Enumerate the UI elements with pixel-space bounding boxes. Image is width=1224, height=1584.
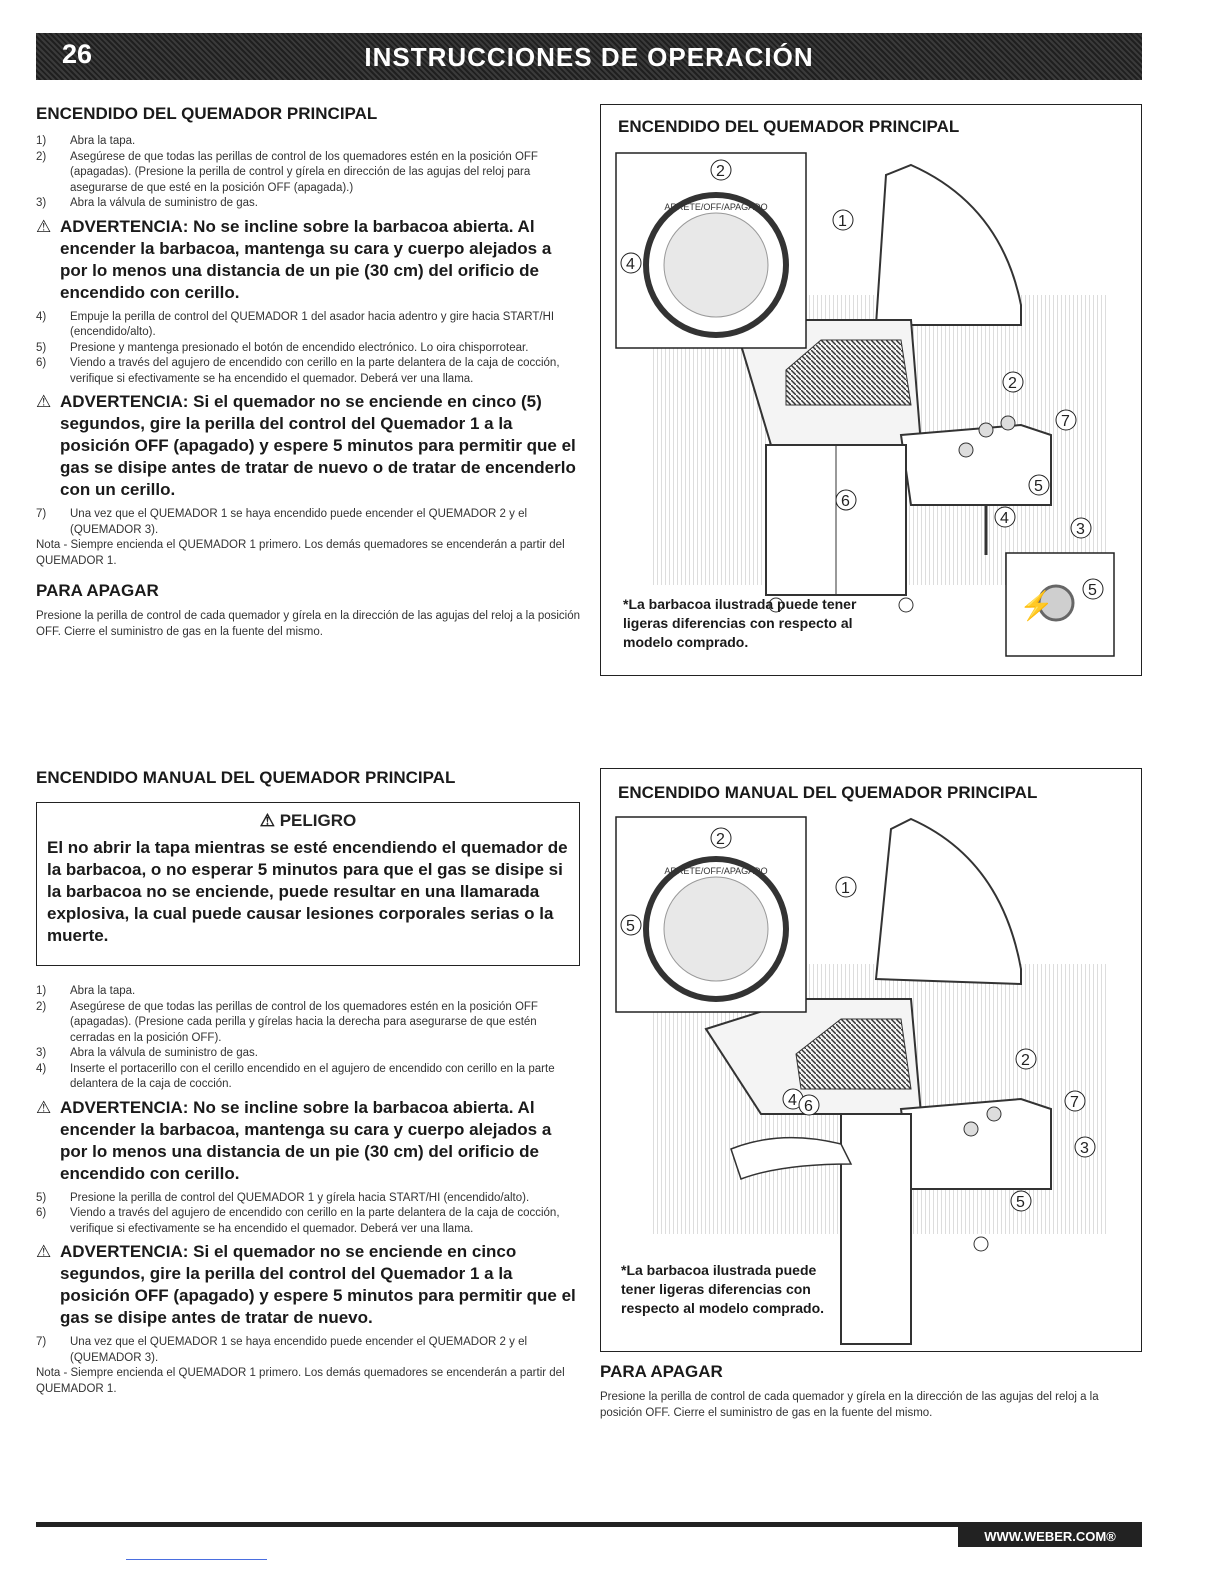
step-text: Asegúrese de que todas las perillas de control de los quemadores estén en la posición OFF (apagadas). (Presione cada perilla y gírelas hacia la derecha para asegurarse de que estén cerradas en la posición OFF). [70,1000,538,1044]
callout: 4 [1000,510,1009,527]
steps-list [36,1191,581,1238]
step-item [36,310,581,341]
page-title: INSTRUCCIONES DE OPERACIÓN [364,42,814,72]
callout: 4 [788,1092,797,1109]
step-item [36,1000,581,1047]
figure-caption: *La barbacoa ilustrada puede tener ligeras diferencias con respecto al modelo comprado. [621,1262,825,1316]
callout: 2 [716,163,725,180]
callout: 2 [716,831,725,848]
step-text: Empuje la perilla de control del QUEMADOR 1 del asador hacia adentro y gire hacia START/HI (encendido/alto). [70,310,555,338]
burner-knob [987,1107,1001,1121]
callout: 3 [1076,521,1085,538]
burner-knob [1001,416,1015,430]
step-number: 3) [36,1047,47,1059]
burner-knob [964,1122,978,1136]
step-number: 3) [36,197,47,209]
callout: 7 [1070,1094,1079,1111]
step-number: 6) [36,357,47,369]
off-heading: PARA APAGAR [36,581,159,600]
section-manual-lighting [36,768,581,788]
wheel [899,598,913,612]
dial-face [664,877,768,981]
step-text: Una vez que el QUEMADOR 1 se haya encendido puede encender el QUEMADOR 2 y el (QUEMADOR 3). [70,1336,528,1364]
section-manual-steps [36,984,581,1397]
steps-list [36,134,581,212]
step-number: 2) [36,1000,47,1013]
step-number: 7) [36,508,47,520]
steps-list [36,507,581,538]
steps-list [36,984,581,1093]
warning-icon: ⚠ [36,1097,52,1117]
step-number: 4) [36,310,47,323]
off-text: Presione la perilla de control de cada quemador y gírela en la dirección de las agujas del reloj a la posición OFF. Cierre el suministro de gas en la fuente del mismo. [600,1391,1099,1419]
figure-manual-lighting [600,768,1142,1352]
step-text: Viendo a través del agujero de encendido con cerillo en la parte delantera de la caja de cocción, verifique si efectivamente se ha encendido el quemador. Deberá ver una llama. [70,357,560,385]
figure-lighting [600,104,1142,676]
step-text: Abra la tapa. [70,985,136,997]
figure-title: ENCENDIDO MANUAL DEL QUEMADOR PRINCIPAL [618,783,1038,802]
bottom-divider [126,1559,267,1560]
danger-box [36,802,580,966]
step-item [36,150,581,197]
grill-cabinet-door [841,1114,911,1344]
control-panel [901,425,1051,505]
off-text: Presione la perilla de control de cada quemador y gírela en la dirección de las agujas del reloj a la posición OFF. Cierre el suministro de gas en la fuente del mismo. [36,610,581,638]
callout: 1 [841,880,850,897]
section-lighting [36,104,581,640]
step-number: 5) [36,341,47,354]
step-text: Abra la válvula de suministro de gas. [70,1047,258,1059]
step-item [36,984,581,1000]
step-item [36,1191,581,1207]
warning-icon: ⚠ [36,1242,52,1261]
step-text: Asegúrese de que todas las perillas de control de los quemadores estén en la posición OFF (apagadas). (Presione la perilla de control y gírela en dirección de las agujas del reloj para asegurarse de que esté en la posición OFF (apagada).) [70,150,538,194]
callout: 5 [1088,582,1097,599]
step-item [36,356,581,387]
step-number: 6) [36,1207,47,1219]
wheel [974,1237,988,1251]
callout: 3 [1080,1140,1089,1157]
step-number: 1) [36,135,47,147]
danger-title: ⚠ PELIGRO [259,811,357,830]
lightning-icon: ⚡ [1019,590,1054,621]
warning-text: ⚠ ADVERTENCIA: No se incline sobre la barbacoa abierta. Al encender la barbacoa, mantenga su cara y cuerpo alejados a por lo menos una distancia de un pie (30 cm) del orificio de encendido con cerillo. [36,216,552,302]
note-text: Nota - Siempre encienda el QUEMADOR 1 primero. Los demás quemadores se encenderán a partir del QUEMADOR 1. [36,539,565,567]
callout: 5 [1034,478,1043,495]
dial-label: ARRETE/OFF/APAGADO [664,202,768,212]
step-text: Viendo a través del agujero de encendido con cerillo en la parte delantera de la caja de cocción, verifique si efectivamente se ha encendido el quemador. Deberá ver una llama. [70,1207,560,1235]
step-text: Abra la válvula de suministro de gas. [70,197,258,209]
warning-icon: ⚠ [36,216,52,236]
callout: 5 [1016,1194,1025,1211]
grill-lid [876,819,1021,984]
grill-lid [876,165,1021,325]
step-number: 2) [36,150,47,163]
callout: 2 [1021,1052,1030,1069]
callout: 6 [804,1098,813,1115]
note-text: Nota - Siempre encienda el QUEMADOR 1 primero. Los demás quemadores se encenderán a partir del QUEMADOR 1. [36,1367,565,1395]
step-item [36,341,581,357]
control-panel [901,1099,1051,1189]
step-number: 1) [36,985,47,997]
step-text: Una vez que el QUEMADOR 1 se haya encendido puede encender el QUEMADOR 2 y el (QUEMADOR 3). [70,508,528,536]
callout: 2 [1008,375,1017,392]
step-number: 5) [36,1191,47,1204]
step-text: Presione la perilla de control del QUEMADOR 1 y gírela hacia START/HI (encendido/alto). [70,1191,530,1204]
warning-icon: ⚠ [259,811,280,830]
burner-knob [979,423,993,437]
step-number: 7) [36,1336,47,1348]
callout: 6 [841,493,850,510]
callout: 7 [1061,413,1070,430]
section-heading: ENCENDIDO DEL QUEMADOR PRINCIPAL [36,104,378,123]
figure-title: ENCENDIDO DEL QUEMADOR PRINCIPAL [618,117,960,136]
step-item [36,1046,581,1062]
callout: 4 [626,256,635,273]
section-heading: ENCENDIDO MANUAL DEL QUEMADOR PRINCIPAL [36,768,456,787]
figure-caption: *La barbacoa ilustrada puede tener ligeras diferencias con respecto al modelo comprado. [623,596,857,650]
step-item [36,1206,581,1237]
section-turn-off [600,1362,1140,1421]
step-item [36,507,581,538]
callout: 1 [838,213,847,230]
step-text: Presione y mantenga presionado el botón de encendido electrónico. Lo oira chisporrotear. [70,341,529,354]
step-item [36,1335,581,1366]
step-text: Abra la tapa. [70,135,136,147]
callout: 5 [626,918,635,935]
warning-text: ⚠ ADVERTENCIA: Si el quemador no se enciende en cinco segundos, gire la perilla del control del Quemador 1 a la posición OFF (apagado) y espere 5 minutos para permitir que el gas se disipe antes de tratar de nuevo. [36,1242,576,1327]
step-item [36,134,581,150]
burner-knob [959,443,973,457]
footer-url[interactable]: WWW.WEBER.COM® [958,1527,1142,1547]
dial-label: ARRETE/OFF/APAGADO [664,866,768,876]
off-heading: PARA APAGAR [600,1362,723,1381]
steps-list [36,1335,581,1366]
step-item [36,196,581,212]
step-text: Inserte el portacerillo con el cerillo encendido en el agujero de encendido con cerillo en la parte delantera de la caja de cocción. [70,1062,555,1090]
steps-list [36,310,581,388]
page-number: 26 [62,39,93,69]
dial-face [664,213,768,317]
warning-icon: ⚠ [36,392,52,411]
step-item [36,1062,581,1093]
danger-text: El no abrir la tapa mientras se esté encendiendo el quemador de la barbacoa, o no esperar 5 minutos para que el gas se disipe si la barbacoa no se enciende, puede resultar en una llamarada explosiva, la cual puede causar lesiones corporales serias o la muerte. [47,838,568,945]
page-header [36,33,1142,80]
warning-text: ⚠ ADVERTENCIA: No se incline sobre la barbacoa abierta. Al encender la barbacoa, mantenga su cara y cuerpo alejados a por lo menos una distancia de un pie (30 cm) del orificio de encendido con cerillo. [36,1097,552,1183]
grill-illustration [601,105,1141,675]
step-number: 4) [36,1062,47,1075]
warning-text: ⚠ ADVERTENCIA: Si el quemador no se enciende en cinco (5) segundos, gire la perilla del control del Quemador 1 a la posición OFF (apagado) y espere 5 minutos para permitir que el gas se disipe antes de tratar de nuevo o de tratar de encenderlo con un cerillo. [36,392,576,499]
